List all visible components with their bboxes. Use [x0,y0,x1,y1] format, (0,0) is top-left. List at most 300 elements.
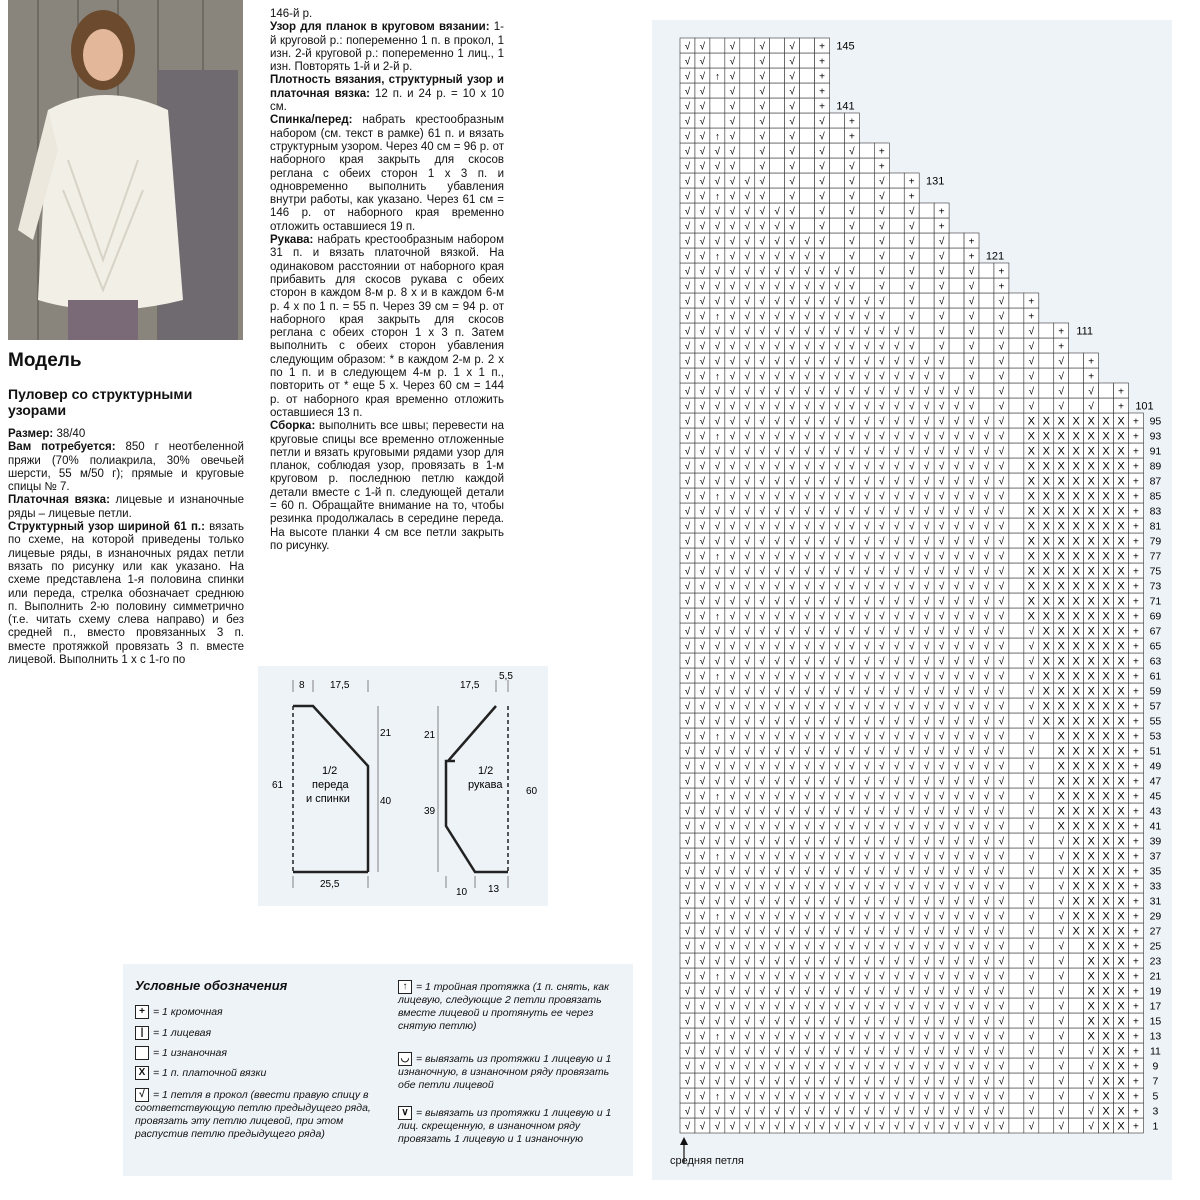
chart-cell-symbol: √ [938,266,945,278]
chart-cell-symbol: X [1087,550,1095,563]
chart-cell-symbol: √ [819,356,825,368]
chart-cell-symbol: X [1102,805,1110,818]
chart-cell-symbol: √ [774,521,780,533]
chart-cell-symbol: X [1087,580,1095,593]
chart-cell [1039,1028,1054,1043]
chart-cell [1009,698,1024,713]
chart-cell-symbol: √ [834,596,840,608]
sleeve-label-line1: 1/2 [478,765,494,777]
chart-cell-symbol: X [1087,1030,1095,1043]
chart-cell-symbol: X [1117,955,1125,968]
chart-cell-symbol: √ [699,1031,706,1043]
chart-cell-symbol: X [1042,580,1050,593]
chart-cell-symbol: √ [1028,1031,1035,1043]
chart-cell-symbol: √ [699,1106,706,1118]
chart-cell-symbol: √ [774,986,780,998]
chart-cell [740,53,755,68]
body-label-line2: переда [312,779,349,791]
chart-cell-symbol: √ [804,431,810,443]
chart-cell-symbol: √ [759,371,765,383]
chart-cell [1009,458,1024,473]
chart-cell [1009,413,1024,428]
chart-cell-symbol: X [1072,475,1080,488]
chart-cell-symbol: X [1057,415,1065,428]
legend-symbol-icon: ◡ [398,1052,412,1066]
chart-cell-symbol: √ [819,491,825,503]
chart-cell-symbol: X [1072,550,1080,563]
chart-cell-symbol: √ [938,761,945,773]
chart-cell-symbol: √ [714,1106,721,1118]
chart-cell-symbol: √ [998,446,1005,458]
chart-cell-symbol: √ [879,596,885,608]
chart-cell-symbol: X [1087,850,1095,863]
chart-cell-symbol: √ [1088,1061,1094,1073]
chart-cell-symbol: √ [1028,971,1035,983]
chart-cell-symbol: X [1057,610,1065,623]
chart-cell-symbol: X [1102,1000,1110,1013]
chart-cell-symbol: √ [1058,371,1064,383]
chart-cell-symbol: √ [983,1001,990,1013]
chart-cell-symbol: √ [968,656,975,668]
chart-cell [1009,983,1024,998]
chart-cell-symbol: √ [968,536,975,548]
chart-cell-symbol: √ [759,626,765,638]
chart-cell-symbol: √ [699,566,706,578]
dim-10: 10 [456,887,468,898]
chart-cell-symbol: √ [834,806,840,818]
chart-cell-symbol: √ [684,311,691,323]
chart-cell-symbol: √ [879,371,885,383]
chart-cell-symbol: √ [923,761,930,773]
chart-cell-symbol: √ [699,221,706,233]
chart-cell-symbol: √ [953,446,960,458]
chart-cell [859,233,874,248]
chart-cell-symbol: + [1133,1061,1139,1073]
chart-cell-symbol: √ [894,1121,900,1133]
chart-cell-symbol: √ [684,191,691,203]
chart-cell-symbol: √ [759,176,765,188]
chart-cell-symbol: √ [699,71,706,83]
chart-cell-symbol: √ [894,776,900,788]
chart-cell-symbol: √ [699,941,706,953]
chart-cell [979,308,994,323]
chart-cell-symbol: √ [744,776,751,788]
chart-cell-symbol: √ [744,371,751,383]
chart-row-label: 1 [1152,1120,1159,1133]
chart-cell-symbol: √ [774,761,780,773]
chart-cell-symbol: X [1072,805,1080,818]
chart-cell-symbol: √ [998,716,1005,728]
chart-cell-symbol: X [1102,700,1110,713]
chart-cell-symbol: √ [729,386,736,398]
chart-cell-symbol: √ [894,1106,900,1118]
chart-cell-symbol: X [1102,505,1110,518]
chart-cell [889,173,904,188]
chart-cell [1009,653,1024,668]
chart-cell [949,323,964,338]
chart-cell-symbol: √ [789,596,795,608]
chart-cell-symbol: √ [953,506,960,518]
chart-cell-symbol: √ [744,221,751,233]
chart-row-label: 17 [1149,1000,1162,1013]
chart-cell-symbol: √ [729,461,736,473]
chart-cell-symbol: √ [938,521,945,533]
chart-cell-symbol: √ [744,461,751,473]
chart-cell-symbol: √ [759,476,765,488]
chart-cell-symbol: √ [1058,1016,1064,1028]
chart-cell-symbol: X [1057,595,1065,608]
chart-cell-symbol: √ [938,1001,945,1013]
chart-cell-symbol: √ [789,221,795,233]
chart-cell-symbol: √ [938,866,945,878]
chart-cell-symbol: √ [864,491,870,503]
chart-cell-symbol: √ [998,1031,1005,1043]
chart-cell-symbol: √ [714,341,721,353]
chart-cell-symbol: √ [864,371,870,383]
materials-paragraph [8,441,244,494]
chart-cell-symbol: √ [998,386,1005,398]
chart-cell [770,53,785,68]
chart-cell [800,38,815,53]
chart-cell [859,218,874,233]
chart-cell [889,308,904,323]
chart-cell-symbol: √ [744,296,751,308]
chart-cell-symbol: X [1117,1000,1125,1013]
chart-cell-symbol: √ [744,851,751,863]
chart-cell-symbol: √ [938,506,945,518]
chart-cell [1009,1058,1024,1073]
chart-cell-symbol: √ [1028,986,1035,998]
chart-cell-symbol: √ [923,926,930,938]
chart-cell-symbol: √ [714,596,721,608]
chart-cell-symbol: √ [1058,986,1064,998]
chart-cell-symbol: √ [804,881,810,893]
chart-cell-symbol: √ [759,1061,765,1073]
chart-cell-symbol: ↑ [714,371,720,383]
chart-cell-symbol: √ [789,236,795,248]
chart-cell-symbol: √ [849,686,855,698]
body-label-line3: и спинки [306,793,350,805]
chart-cell-symbol: √ [684,371,691,383]
materials-text: 850 г неотбеленной пряжи (70% полиакрила, 30% овечьей шерсти, 55 м/50 г); прямые и круговые спицы № 7. [8,441,244,494]
chart-cell-symbol: √ [759,101,765,113]
chart-cell-symbol: √ [998,656,1005,668]
chart-cell-symbol: √ [938,371,945,383]
chart-cell-symbol: X [1102,520,1110,533]
chart-cell [1009,353,1024,368]
chart-cell-symbol: √ [864,746,870,758]
chart-cell [830,188,845,203]
chart-cell-symbol: √ [804,971,810,983]
chart-cell-symbol: √ [759,1016,765,1028]
chart-cell-symbol: √ [729,236,736,248]
chart-cell-symbol: √ [983,1121,990,1133]
chart-cell-symbol: + [1133,971,1139,983]
chart-cell-symbol: √ [879,1046,885,1058]
chart-cell-symbol: √ [819,761,825,773]
chart-cell-symbol: √ [1028,1001,1035,1013]
chart-cell-symbol: X [1057,820,1065,833]
chart-cell-symbol: √ [938,941,945,953]
chart-cell-symbol: √ [804,236,810,248]
chart-cell-symbol: √ [923,671,930,683]
structure-text: вязать по схеме, на которой приведены только лицевые ряды, в изнаночных рядах петли вязать по рисунку или как указано. На схеме представлена 1-я половина спинки или переда, стрелка обозначает среднюю п. Выполнить 2-ю половину симметрично (т.е. читать схему слева направо) и без средней п., вместо провязанных 3 п. вместе протяжкой провязать 3 п. вместе лицевой. Выполнить 1 х с 1-го по [8,521,245,667]
chart-cell-symbol: X [1087,985,1095,998]
chart-cell-symbol: √ [894,611,900,623]
chart-cell-symbol: √ [998,326,1005,338]
chart-cell-symbol: √ [923,641,930,653]
chart-cell [1039,1043,1054,1058]
chart-cell-symbol: √ [714,776,721,788]
chart-cell-symbol: √ [804,1031,810,1043]
chart-cell [1069,1073,1084,1088]
chart-cell-symbol: √ [938,446,945,458]
chart-cell-symbol: √ [849,911,855,923]
chart-cell-symbol: √ [968,461,975,473]
chart-cell-symbol: √ [908,251,915,263]
chart-cell-symbol: √ [684,416,691,428]
chart-cell-symbol: √ [983,506,990,518]
chart-cell-symbol: √ [699,641,706,653]
chart-cell-symbol: √ [908,1016,915,1028]
chart-cell-symbol: √ [834,311,840,323]
chart-cell-symbol: √ [729,146,736,158]
chart-cell-symbol: √ [953,1121,960,1133]
chart-cell-symbol: √ [968,1016,975,1028]
chart-cell-symbol: X [1102,715,1110,728]
chart-cell-symbol: √ [789,1016,795,1028]
chart-cell-symbol: √ [879,236,885,248]
chart-cell [830,218,845,233]
chart-cell-symbol: X [1117,940,1125,953]
chart-cell [1069,1118,1084,1133]
chart-cell-symbol: √ [1028,401,1035,413]
chart-cell-symbol: √ [908,431,915,443]
chart-cell-symbol: √ [923,971,930,983]
chart-cell [1009,338,1024,353]
chart-cell-symbol: √ [774,866,780,878]
chart-cell [1009,608,1024,623]
chart-cell-symbol: √ [834,1031,840,1043]
chart-cell-symbol: √ [938,611,945,623]
chart-cell-symbol: √ [774,746,780,758]
chart-cell-symbol: √ [1028,896,1035,908]
legend-text: = 1 петля в прокол (ввести правую спицу в соответствующую петлю предыдущего ряда, провязать эту петлю лицевой, при этом распустив петлю предыдущего ряда) [135,1088,371,1140]
chart-cell-symbol: √ [849,296,855,308]
chart-cell-symbol: √ [864,686,870,698]
chart-cell-symbol: √ [819,416,825,428]
chart-cell-symbol: √ [1028,716,1035,728]
chart-cell-symbol: √ [923,1091,930,1103]
chart-cell-symbol: √ [983,1091,990,1103]
left-text-column [8,350,244,667]
chart-cell-symbol: + [1133,431,1139,443]
chart-cell-symbol: √ [699,146,706,158]
chart-cell-symbol: √ [879,1106,885,1118]
chart-cell-symbol: √ [864,311,870,323]
chart-cell-symbol: √ [729,446,736,458]
chart-cell-symbol: ↑ [714,491,720,503]
chart-cell-symbol: √ [908,881,915,893]
chart-cell-symbol: √ [849,671,855,683]
chart-cell-symbol: √ [879,896,885,908]
chart-cell-symbol: √ [804,866,810,878]
chart-cell-symbol: √ [744,326,751,338]
chart-cell-symbol: √ [998,761,1005,773]
chart-cell-symbol: √ [1058,1076,1064,1088]
chart-cell [889,188,904,203]
chart-cell-symbol: √ [983,956,990,968]
chart-cell-symbol: √ [1058,356,1064,368]
chart-cell-symbol: √ [938,281,945,293]
chart-cell-symbol: √ [938,686,945,698]
chart-cell [800,203,815,218]
chart-cell-symbol: √ [983,551,990,563]
chart-cell-symbol: √ [684,56,691,68]
chart-cell-symbol: √ [908,926,915,938]
chart-cell-symbol: X [1117,700,1125,713]
chart-cell [800,173,815,188]
chart-cell-symbol: + [1133,716,1139,728]
chart-cell-symbol: √ [834,371,840,383]
chart-cell-symbol: √ [729,431,736,443]
chart-cell-symbol: + [1028,311,1035,323]
chart-cell [800,83,815,98]
chart-cell-symbol: √ [789,431,795,443]
chart-cell-symbol: √ [923,626,930,638]
chart-cell-symbol: √ [804,506,810,518]
chart-cell-symbol: √ [834,881,840,893]
chart-cell-symbol: √ [998,971,1005,983]
sleeve-text: набрать крестообразным набором 31 п. и вязать платочной вязкой. На одинаковом расстоянии от наборного края прибавить для скосов рукава с обеих сторон в каждом 8-м р. 8 х и в каждом 6-м р. 4 х по 1 п. = 55 п. Через 39 см = 94 р. от наборного края закрыть для скосов реглана с обеих сторон 1 х 3 п. Затем выполнить с обеих сторон убавления следующим образом: * в каждом 2-м р. 2 х по 1 п. и в следующем 4-м р. 1 х 1 п., повторить от * еще 5 х. Через 60 см = 144 р. от наборного края временно отложить оставшиеся 13 п. [270,234,504,419]
dim-40: 40 [380,796,392,807]
chart-cell-symbol: X [1027,490,1035,503]
chart-cell-symbol: √ [774,296,780,308]
chart-cell-symbol: √ [953,566,960,578]
chart-cell [949,338,964,353]
chart-cell-symbol: √ [908,326,915,338]
chart-cell-symbol: √ [714,761,721,773]
chart-cell [1009,578,1024,593]
chart-cell-symbol: + [1133,671,1139,683]
chart-cell-symbol: √ [938,431,945,443]
chart-cell-symbol: √ [894,371,900,383]
chart-cell-symbol: √ [714,176,721,188]
chart-cell [1009,368,1024,383]
chart-cell [1009,683,1024,698]
chart-cell-symbol: √ [789,116,795,128]
chart-cell-symbol: X [1102,820,1110,833]
chart-cell-symbol: √ [759,1121,765,1133]
chart-cell-symbol: √ [789,161,795,173]
chart-cell [710,38,725,53]
chart-cell-symbol: √ [684,776,691,788]
chart-cell-symbol: √ [729,611,736,623]
chart-cell [1009,743,1024,758]
chart-cell-symbol: √ [894,581,900,593]
model-title: Пуловер со структурными узорами [8,386,193,418]
chart-cell-symbol: √ [819,881,825,893]
chart-cell-symbol: + [1133,911,1139,923]
chart-cell-symbol: √ [998,1076,1005,1088]
chart-cell-symbol: √ [774,581,780,593]
chart-cell-symbol: √ [744,1121,751,1133]
chart-cell-symbol: √ [849,1076,855,1088]
chart-cell-symbol: √ [789,206,795,218]
chart-cell [1009,923,1024,938]
chart-cell-symbol: √ [864,671,870,683]
chart-cell-symbol: √ [789,1061,795,1073]
chart-cell-symbol: + [1133,1091,1139,1103]
chart-cell-symbol: √ [684,386,691,398]
chart-cell-symbol: X [1087,820,1095,833]
chart-cell-symbol: X [1057,790,1065,803]
chart-cell-symbol: √ [789,416,795,428]
chart-cell-symbol: √ [789,881,795,893]
chart-cell-symbol: √ [684,491,691,503]
chart-cell-symbol: √ [1088,1076,1094,1088]
chart-cell-symbol: √ [774,911,780,923]
chart-cell-symbol: √ [879,581,885,593]
chart-cell-symbol: √ [983,656,990,668]
chart-cell-symbol: √ [923,1061,930,1073]
chart-cell-symbol: + [1133,986,1139,998]
chart-cell-symbol: √ [819,1091,825,1103]
chart-cell [710,98,725,113]
chart-cell-symbol: √ [699,191,706,203]
chart-cell-symbol: + [849,116,855,128]
chart-cell-symbol: √ [759,971,765,983]
chart-cell-symbol: √ [804,716,810,728]
chart-cell-symbol: √ [774,956,780,968]
chart-cell-symbol: + [1118,386,1124,398]
chart-cell-symbol: √ [789,521,795,533]
chart-cell [1039,833,1054,848]
chart-cell-symbol: √ [774,461,780,473]
chart-cell-symbol: √ [774,1091,780,1103]
chart-cell-symbol: √ [804,401,810,413]
chart-cell-symbol: + [1133,1031,1139,1043]
chart-cell-symbol: √ [729,371,736,383]
chart-cell-symbol: X [1087,445,1095,458]
chart-cell [1069,1028,1084,1043]
chart-cell-symbol: √ [714,476,721,488]
chart-cell-symbol: √ [789,761,795,773]
chart-cell-symbol: √ [879,356,885,368]
chart-cell-symbol: √ [834,341,840,353]
chart-row-label: 69 [1149,610,1162,623]
chart-cell-symbol: √ [894,551,900,563]
chart-cell [1009,638,1024,653]
chart-cell-symbol: √ [834,1076,840,1088]
chart-cell [1039,1103,1054,1118]
chart-cell-symbol: √ [744,536,751,548]
chart-cell-symbol: √ [774,671,780,683]
chart-cell-symbol: √ [938,1091,945,1103]
chart-cell-symbol: √ [714,581,721,593]
chart-cell-symbol: X [1087,925,1095,938]
chart-cell-symbol: √ [864,926,870,938]
chart-cell-symbol: √ [789,461,795,473]
chart-cell-symbol: √ [819,341,825,353]
chart-cell-symbol: √ [729,701,736,713]
chart-cell-symbol: √ [789,1076,795,1088]
chart-cell-symbol: √ [849,1001,855,1013]
chart-cell-symbol: √ [998,1061,1005,1073]
chart-cell-symbol: √ [744,236,751,248]
chart-cell-symbol: √ [729,1046,736,1058]
chart-cell-symbol: √ [714,146,721,158]
